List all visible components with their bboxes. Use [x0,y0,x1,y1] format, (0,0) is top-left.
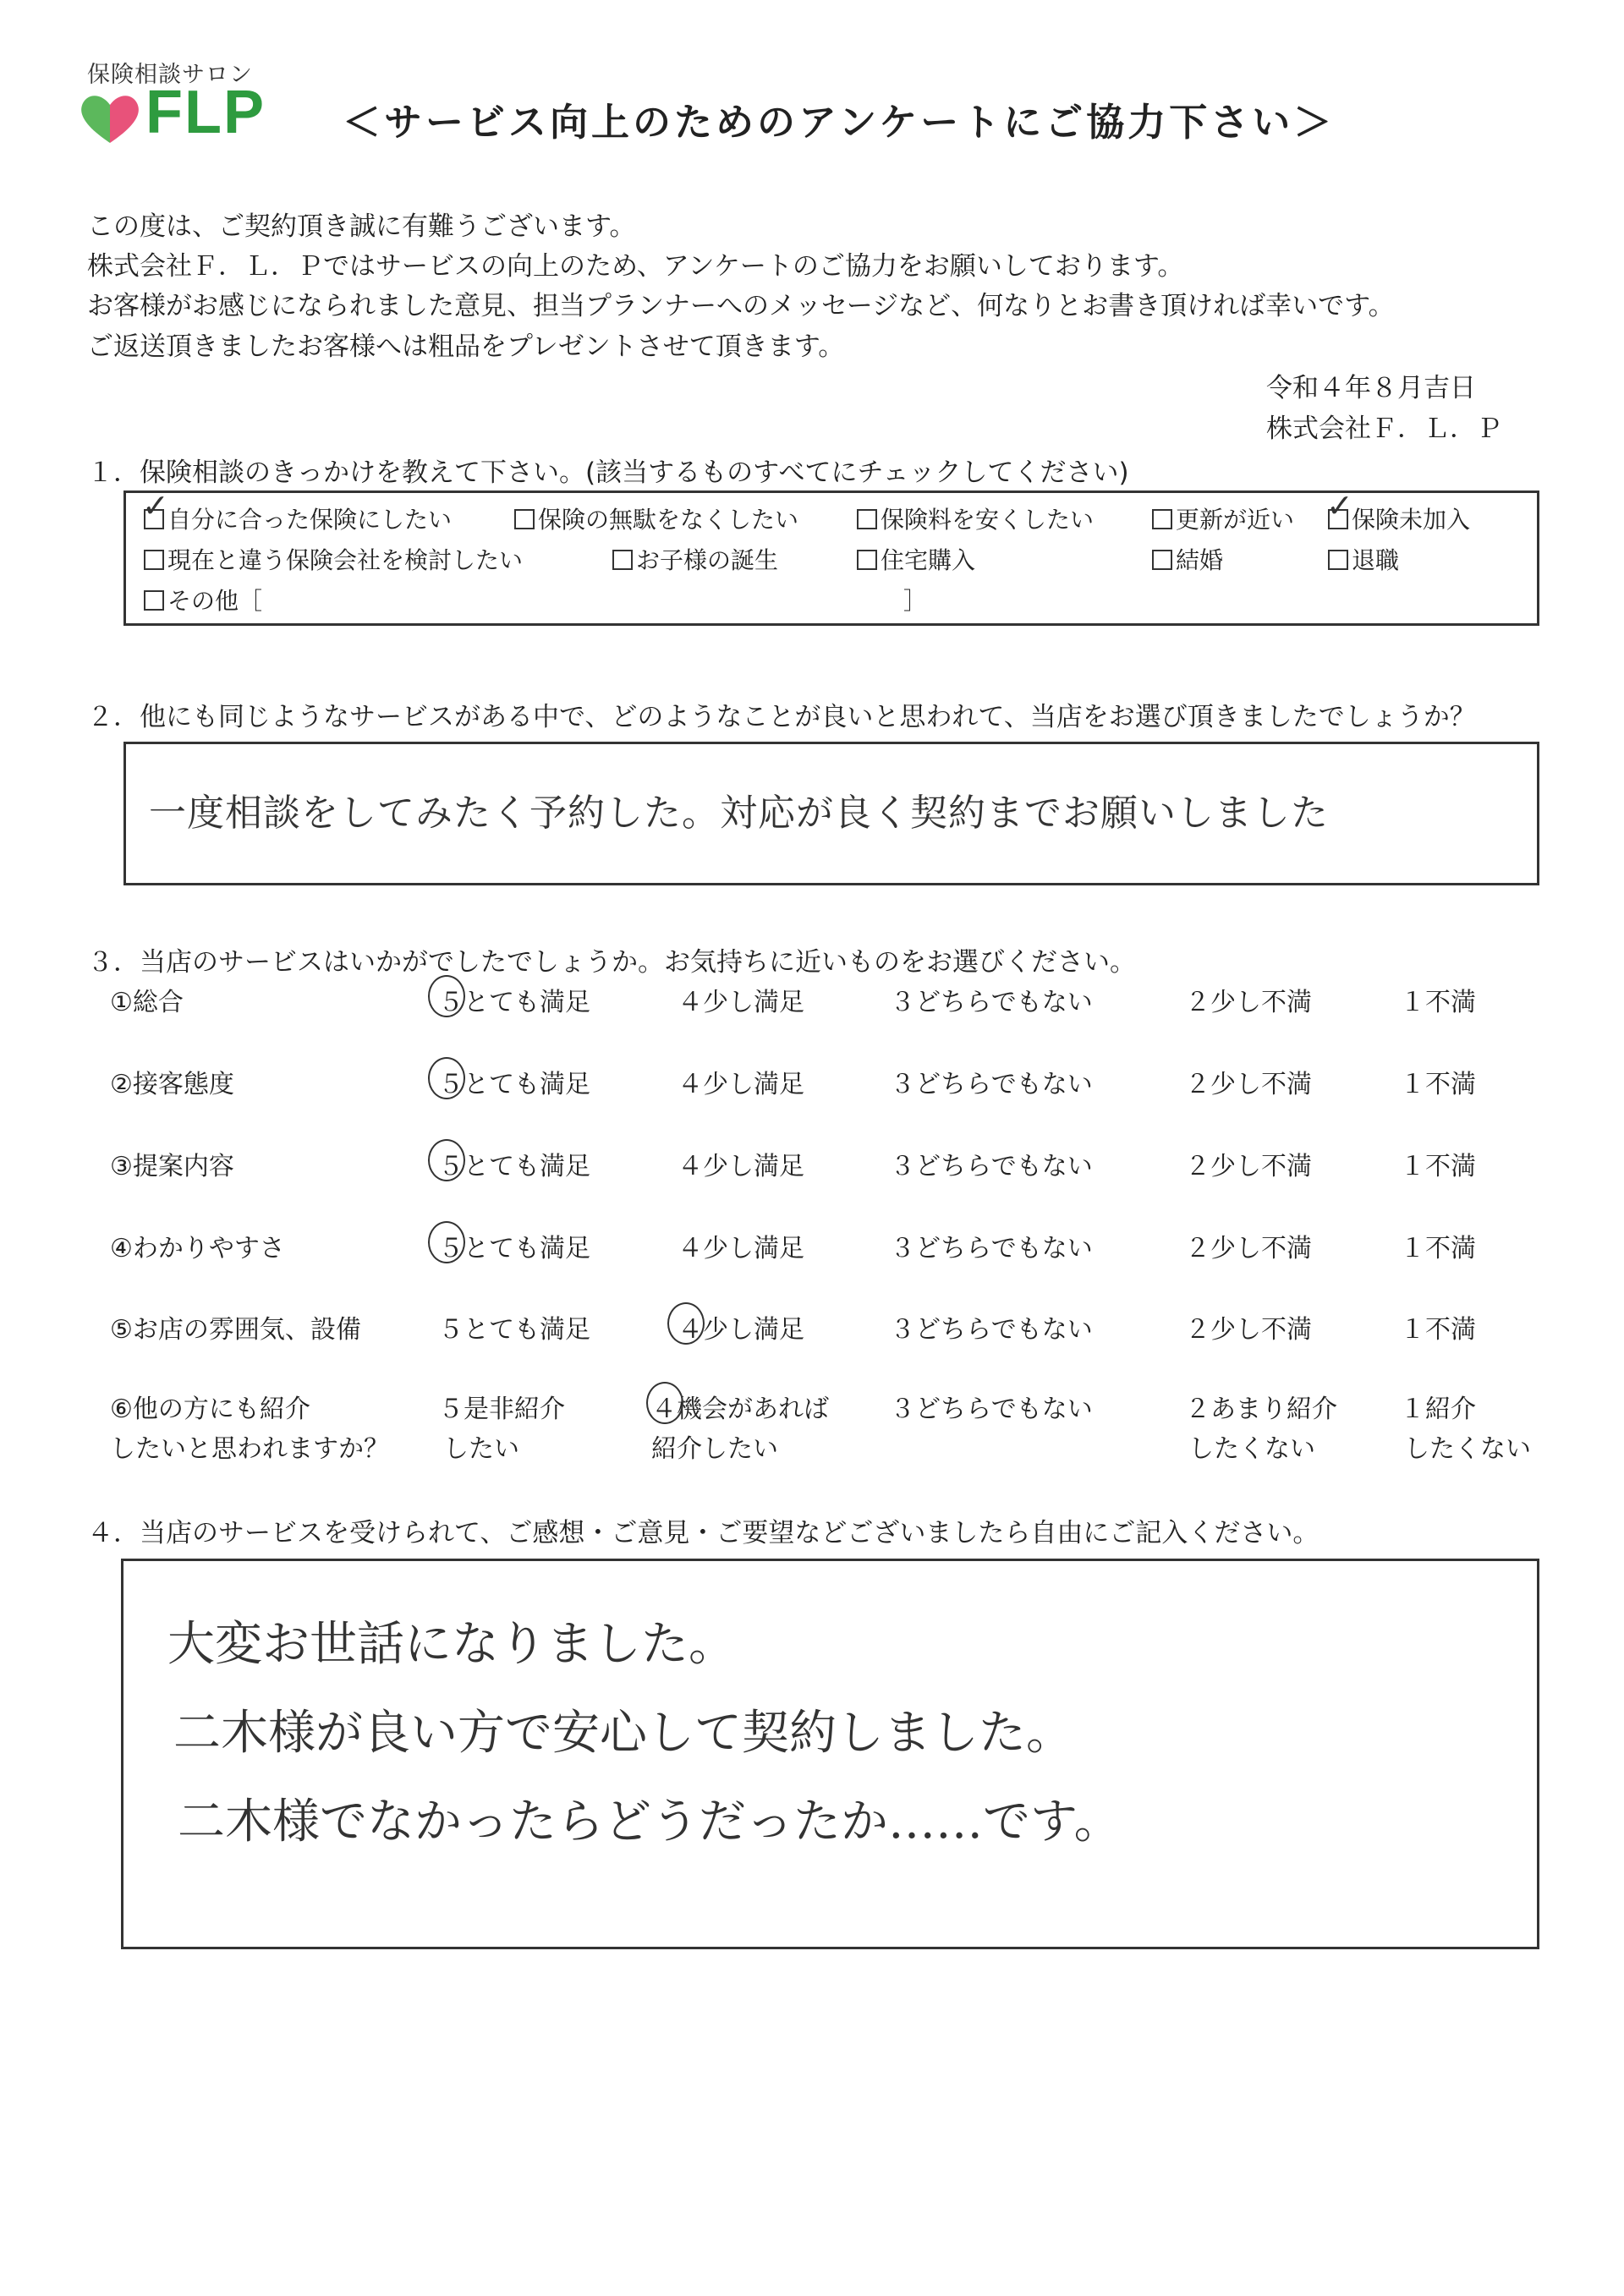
checkbox-icon [1152,550,1172,570]
rating-option[interactable]: ４機会があれば [651,1395,829,1424]
rating-option[interactable]: ２少し不満 [1185,1070,1312,1099]
intro-line: ご返送頂きましたお客様へは粗品をプレゼントさせて頂きます。 [87,332,845,362]
checkbox-option[interactable]: 退職 [1328,542,1399,576]
rating-option[interactable]: １紹介 [1400,1395,1476,1424]
rating-row-label: ①総合 [110,988,184,1017]
selected-circle-mark [428,1057,465,1099]
rating-option[interactable]: ４少し満足 [678,1234,804,1263]
rating-option[interactable]: １不満 [1400,1234,1476,1263]
selected-circle-mark [646,1382,683,1424]
rating-option[interactable]: ２少し不満 [1185,1152,1312,1181]
logo-name: FLP [145,79,266,146]
question-4-handwritten-line: 二木様でなかったらどうだったか‥‥‥です。 [178,1795,1122,1849]
checkbox-option[interactable]: 保険の無駄をなくしたい [514,501,798,535]
intro-line: この度は、ご契約頂き誠に有難うございます。 [87,211,636,242]
selected-circle-mark [667,1302,705,1345]
intro-line: お客様がお感じになられました意見、担当プランナーへのメッセージなど、何なりとお書き頂ければ幸いです。 [87,291,1395,321]
rating-option-line2: したくない [1404,1434,1531,1464]
checkbox-option[interactable]: 更新が近い [1152,501,1294,535]
rating-row-label: ⑤お店の雰囲気、設備 [110,1315,361,1345]
selected-circle-mark [428,1139,465,1181]
rating-option[interactable]: ２あまり紹介 [1185,1395,1337,1424]
rating-row-label: ④わかりやすさ [110,1234,285,1263]
rating-option[interactable]: ５とても満足 [438,1152,590,1181]
rating-option[interactable]: ２少し不満 [1185,1234,1312,1263]
checkbox-option-other[interactable]: その他［ [144,583,262,616]
rating-option-line2: したくない [1188,1434,1315,1464]
rating-option[interactable]: ２少し不満 [1185,988,1312,1017]
checkbox-icon [857,509,877,529]
checkbox-icon [1328,550,1348,570]
logo-brand-text: 保険相談サロン [87,62,253,88]
rating-row-label: ③提案内容 [110,1152,234,1181]
rating-row-label: ②接客態度 [110,1070,234,1099]
rating-option[interactable]: ５とても満足 [438,1315,590,1345]
checkbox-option[interactable]: お子様の誕生 [612,542,778,576]
checkbox-option[interactable]: 結婚 [1152,542,1223,576]
rating-option[interactable]: １不満 [1400,1152,1476,1181]
checkbox-icon [144,590,164,611]
checkbox-icon [144,550,164,570]
page-title: ＜サービス向上のためのアンケートにご協力下さい＞ [343,100,1336,145]
checkbox-option[interactable]: 現在と違う保険会社を検討したい [144,542,523,576]
checkbox-icon [857,550,877,570]
rating-option[interactable]: １不満 [1400,1070,1476,1099]
question-4-handwritten-line: 大変お世話になりました。 [167,1617,736,1672]
rating-row-label: したいと思われますか？ [110,1434,389,1464]
checkbox-option[interactable]: 自分に合った保険にしたい [144,501,452,535]
selected-circle-mark [428,975,465,1017]
checkbox-option[interactable]: 保険未加入 [1328,501,1470,535]
rating-option[interactable]: ３どちらでもない [890,1395,1093,1424]
rating-row-label: ⑥他の方にも紹介 [110,1395,310,1424]
rating-option-line2: したい [443,1434,519,1464]
question-4-title: ４．当店のサービスを受けられて、ご感想・ご意見・ご要望などございましたら自由にご記入ください。 [87,1518,1320,1548]
rating-option[interactable]: ２少し不満 [1185,1315,1312,1345]
issue-date: 令和４年８月吉日 [1266,373,1476,403]
checkbox-option[interactable]: 保険料を安くしたい [857,501,1094,535]
rating-option[interactable]: ５是非紹介 [438,1395,565,1424]
rating-option[interactable]: ３どちらでもない [890,1070,1093,1099]
rating-option[interactable]: ５とても満足 [438,1070,590,1099]
checkbox-option[interactable]: 住宅購入 [857,542,975,576]
intro-line: 株式会社Ｆ．Ｌ．Ｐではサービスの向上のため、アンケートのご協力をお願いしております。 [87,251,1184,282]
heart-logo-icon [76,88,144,151]
question-3-title: ３．当店のサービスはいかがでしたでしょうか。お気持ちに近いものをお選びください。 [87,947,1136,978]
rating-option[interactable]: ４少し満足 [678,1070,804,1099]
question-2-handwritten-answer: 一度相談をしてみたく予約した。対応が良く契約までお願いしました [149,792,1329,835]
selected-circle-mark [428,1221,465,1263]
rating-option[interactable]: １不満 [1400,1315,1476,1345]
rating-option[interactable]: ４少し満足 [678,1315,804,1345]
check-mark-icon: ✓ [1326,487,1353,524]
rating-option[interactable]: ３どちらでもない [890,1234,1093,1263]
rating-option[interactable]: １不満 [1400,988,1476,1017]
question-2-title: ２．他にも同じようなサービスがある中で、どのようなことが良いと思われて、当店をお選び頂きましたでしょうか？ [87,702,1476,732]
rating-option-line2: 紹介したい [651,1434,778,1464]
rating-option[interactable]: ５とても満足 [438,1234,590,1263]
checkbox-icon [514,509,535,529]
rating-option[interactable]: ４少し満足 [678,1152,804,1181]
checkbox-icon [1152,509,1172,529]
rating-option[interactable]: ３どちらでもない [890,1315,1093,1345]
rating-option[interactable]: ４少し満足 [678,988,804,1017]
checkbox-icon [612,550,633,570]
question-1-title: １．保険相談のきっかけを教えて下さい。(該当するものすべてにチェックしてください) [87,458,1129,488]
rating-option[interactable]: ３どちらでもない [890,988,1093,1017]
question-4-handwritten-line: 二木様が良い方で安心して契約しました。 [173,1706,1073,1761]
rating-option[interactable]: ５とても満足 [438,988,590,1017]
company-name: 株式会社Ｆ．Ｌ．Ｐ [1266,414,1502,444]
other-close-bracket: ］ [903,587,928,615]
rating-option[interactable]: ３どちらでもない [890,1152,1093,1181]
check-mark-icon: ✓ [142,487,169,524]
